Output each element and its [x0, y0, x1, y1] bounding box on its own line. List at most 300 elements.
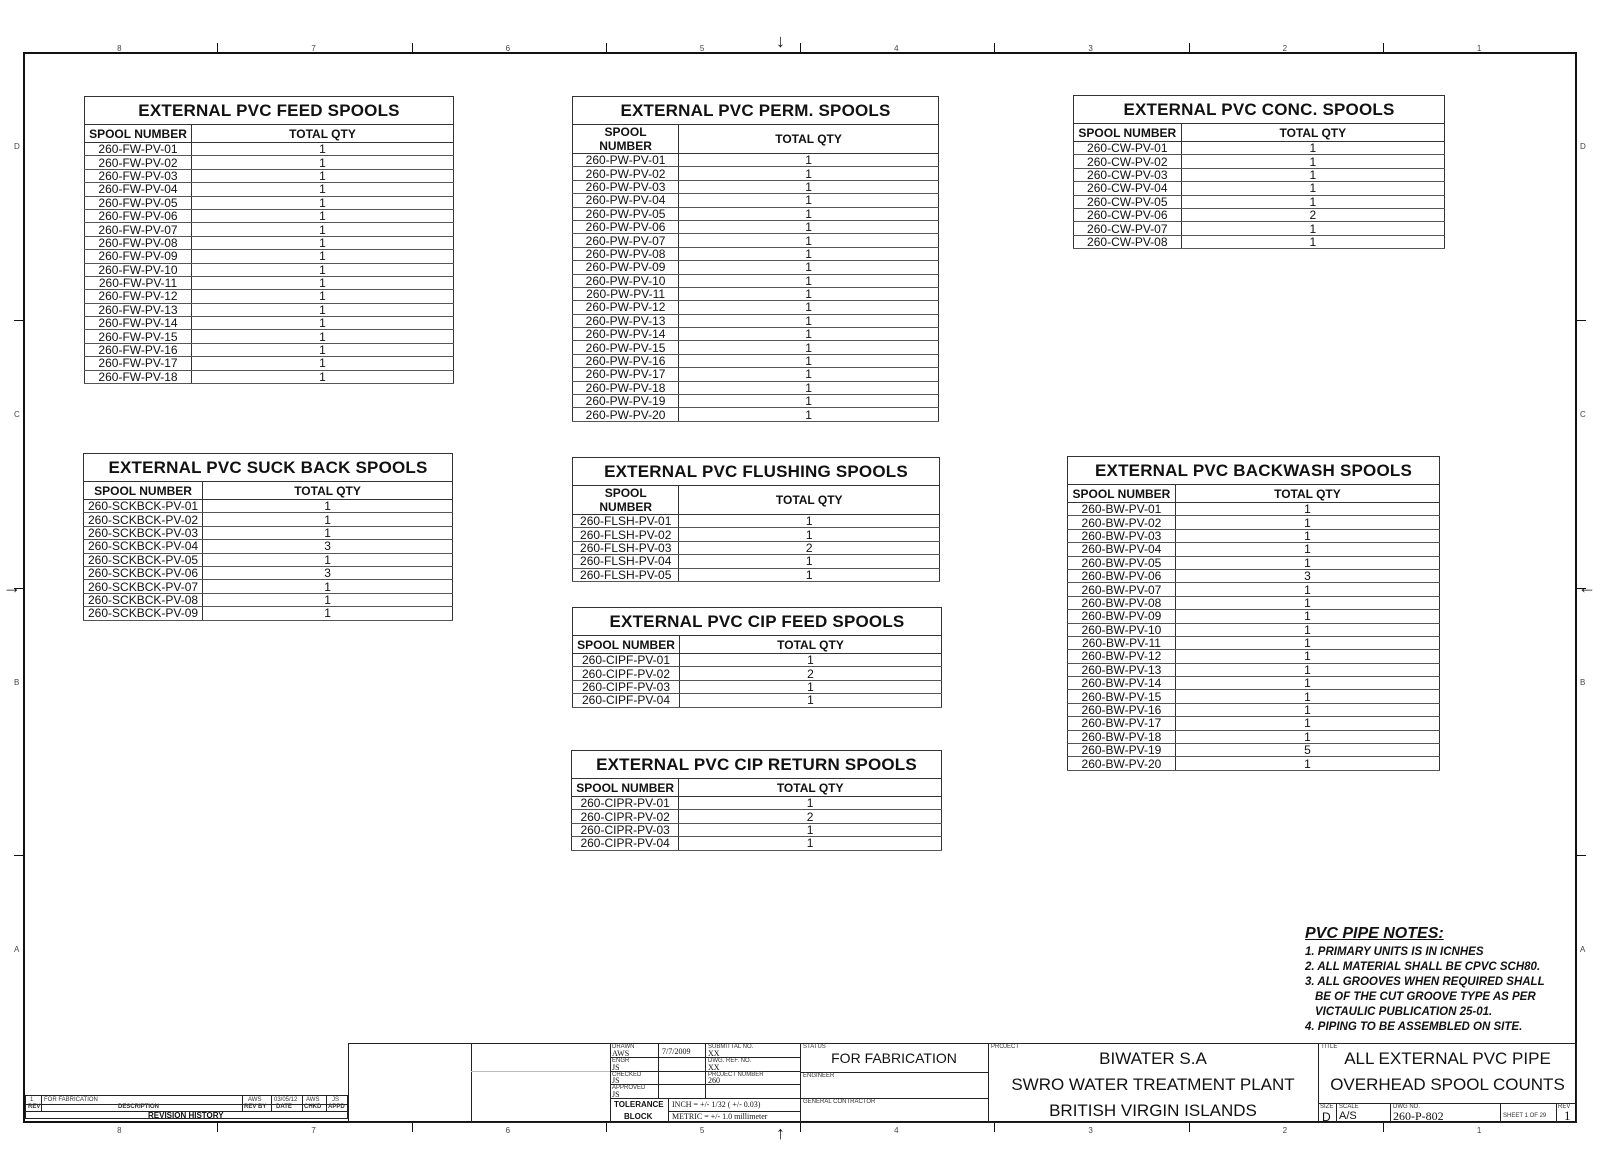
project-number-label: PROJECT NUMBER — [708, 1072, 764, 1078]
desc-header: DESCRIPTION — [118, 1104, 160, 1110]
dwg-no-label: DWG NO. — [1393, 1104, 1420, 1110]
spool-number-header: SPOOL NUMBER — [1068, 485, 1176, 503]
table-row — [573, 694, 942, 707]
table-row — [84, 553, 453, 566]
spool-number-header: SPOOL NUMBER — [573, 486, 679, 515]
spool-number-cell: 260-CIPF-PV-04 — [573, 694, 680, 707]
drawn-date: 7/7/2009 — [662, 1047, 691, 1056]
table-row — [573, 555, 940, 568]
table-row — [1074, 155, 1445, 168]
total-qty-cell: 1 — [192, 156, 454, 169]
zone-tick — [994, 43, 995, 52]
spool-number-cell: 260-SCKBCK-PV-03 — [84, 526, 203, 539]
table-row — [1074, 195, 1445, 208]
flushing-spools-table — [572, 457, 940, 582]
table-row — [1068, 730, 1440, 743]
spool-number-cell: 260-BW-PV-10 — [1068, 623, 1176, 636]
spool-number-cell: 260-CIPR-PV-03 — [572, 823, 679, 836]
spool-number-cell: 260-PW-PV-16 — [573, 354, 679, 367]
center-marker-right-icon: ← — [1578, 577, 1596, 597]
table-title: EXTERNAL PVC CIP RETURN SPOOLS — [572, 751, 942, 779]
tolerance-metric: METRIC = +/- 1.0 millimeter — [672, 1112, 768, 1121]
total-qty-cell: 3 — [203, 566, 453, 579]
total-qty-cell: 1 — [1175, 516, 1439, 529]
table-row — [1068, 744, 1440, 757]
spool-number-cell: 260-CW-PV-05 — [1074, 195, 1182, 208]
table-row — [1074, 222, 1445, 235]
table-row — [573, 287, 939, 300]
rev-chkd: AWS — [306, 1097, 320, 1103]
table-row — [573, 354, 939, 367]
table-row — [1074, 208, 1445, 221]
total-qty-cell: 1 — [1181, 222, 1444, 235]
table-row — [84, 607, 453, 620]
table-row — [1068, 623, 1440, 636]
total-qty-cell: 1 — [1175, 650, 1439, 663]
note-line: 4. PIPING TO BE ASSEMBLED ON SITE. — [1305, 1021, 1523, 1033]
zone-tick — [14, 320, 23, 321]
status-label: STATUS — [803, 1044, 826, 1050]
drawing-title-line-1: ALL EXTERNAL PVC PIPE — [1344, 1049, 1551, 1068]
table-row — [1068, 677, 1440, 690]
table-row — [1068, 610, 1440, 623]
drawing-title-line-2: OVERHEAD SPOOL COUNTS — [1330, 1075, 1565, 1094]
spool-number-cell: 260-PW-PV-18 — [573, 381, 679, 394]
table-row — [84, 566, 453, 579]
spool-number-cell: 260-BW-PV-09 — [1068, 610, 1176, 623]
spool-number-cell: 260-SCKBCK-PV-05 — [84, 553, 203, 566]
spool-number-cell: 260-BW-PV-12 — [1068, 650, 1176, 663]
spool-number-cell: 260-FW-PV-11 — [85, 276, 192, 289]
total-qty-cell: 1 — [679, 314, 939, 327]
total-qty-cell: 1 — [679, 381, 939, 394]
checked-value: JS — [612, 1076, 620, 1085]
total-qty-cell: 1 — [680, 680, 942, 693]
table-title: EXTERNAL PVC CIP FEED SPOOLS — [573, 608, 942, 636]
backwash-spools-table — [1067, 456, 1440, 771]
table-row — [84, 513, 453, 526]
table-row — [573, 328, 939, 341]
table-title: EXTERNAL PVC CONC. SPOOLS — [1074, 96, 1445, 124]
total-qty-cell: 1 — [679, 568, 940, 581]
spool-number-cell: 260-FLSH-PV-04 — [573, 555, 679, 568]
total-qty-cell: 3 — [1175, 569, 1439, 582]
zone-column-label: 5 — [699, 1126, 705, 1135]
tolerance-title: TOLERANCE — [614, 1100, 664, 1109]
total-qty-cell: 1 — [1175, 636, 1439, 649]
table-row — [573, 154, 939, 167]
table-row — [573, 220, 939, 233]
total-qty-header: TOTAL QTY — [203, 482, 453, 500]
table-row — [573, 654, 942, 667]
spool-number-cell: 260-CW-PV-03 — [1074, 168, 1182, 181]
total-qty-cell: 1 — [679, 220, 939, 233]
table-row — [573, 261, 939, 274]
table-row — [572, 810, 942, 823]
total-qty-cell: 1 — [679, 341, 939, 354]
table-row — [1068, 663, 1440, 676]
spool-number-cell: 260-FW-PV-13 — [85, 303, 192, 316]
table-row — [573, 515, 940, 528]
spool-number-cell: 260-PW-PV-20 — [573, 408, 679, 421]
spool-number-cell: 260-PW-PV-11 — [573, 287, 679, 300]
table-row — [85, 143, 454, 156]
total-qty-cell: 1 — [1181, 168, 1444, 181]
total-qty-cell: 2 — [680, 667, 942, 680]
zone-tick — [1577, 320, 1586, 321]
table-row — [85, 330, 454, 343]
table-row — [85, 317, 454, 330]
project-line-1: BIWATER S.A — [1099, 1049, 1207, 1068]
spool-number-header: SPOOL NUMBER — [573, 636, 680, 654]
total-qty-cell: 1 — [203, 580, 453, 593]
total-qty-cell: 1 — [1175, 690, 1439, 703]
spool-number-cell: 260-SCKBCK-PV-04 — [84, 540, 203, 553]
spool-number-cell: 260-FW-PV-09 — [85, 250, 192, 263]
table-row — [84, 500, 453, 513]
table-row — [1068, 757, 1440, 770]
rev-date: 03/05/12 — [274, 1097, 298, 1103]
total-qty-cell: 2 — [679, 541, 940, 554]
total-qty-cell: 1 — [1175, 677, 1439, 690]
zone-column-label: 3 — [1088, 44, 1093, 53]
table-row — [573, 274, 939, 287]
rev-appd: JS — [332, 1097, 340, 1103]
spool-number-cell: 260-FW-PV-07 — [85, 223, 192, 236]
spool-number-cell: 260-CIPF-PV-02 — [573, 667, 680, 680]
total-qty-cell: 1 — [192, 290, 454, 303]
table-row — [85, 169, 454, 182]
project-line-2: SWRO WATER TREATMENT PLANT — [1011, 1075, 1295, 1094]
spool-number-cell: 260-PW-PV-10 — [573, 274, 679, 287]
spool-number-cell: 260-PW-PV-07 — [573, 234, 679, 247]
drawn-by: AWS — [612, 1049, 630, 1058]
note-line: BE OF THE CUT GROOVE TYPE AS PER — [1315, 991, 1536, 1003]
table-row — [573, 234, 939, 247]
zone-row-label: D — [1580, 142, 1586, 151]
total-qty-cell: 1 — [203, 607, 453, 620]
spool-number-header: SPOOL NUMBER — [572, 779, 679, 797]
total-qty-cell: 1 — [192, 357, 454, 370]
spool-number-cell: 260-SCKBCK-PV-06 — [84, 566, 203, 579]
total-qty-cell: 2 — [679, 810, 942, 823]
spool-number-cell: 260-CIPR-PV-01 — [572, 797, 679, 810]
zone-row-label: C — [14, 409, 20, 419]
total-qty-cell: 1 — [679, 515, 940, 528]
total-qty-cell: 1 — [1175, 717, 1439, 730]
zone-tick — [606, 1123, 607, 1132]
spool-number-cell: 260-FW-PV-16 — [85, 343, 192, 356]
table-row — [1068, 717, 1440, 730]
spool-number-cell: 260-PW-PV-05 — [573, 207, 679, 220]
table-row — [573, 194, 939, 207]
spool-number-cell: 260-PW-PV-03 — [573, 180, 679, 193]
total-qty-header: TOTAL QTY — [680, 636, 942, 654]
spool-number-cell: 260-BW-PV-07 — [1068, 583, 1176, 596]
total-qty-cell: 1 — [679, 261, 939, 274]
zone-tick — [217, 43, 218, 52]
spool-number-cell: 260-CW-PV-08 — [1074, 235, 1182, 248]
table-row — [1068, 636, 1440, 649]
total-qty-header: TOTAL QTY — [192, 125, 454, 143]
table-row — [1068, 650, 1440, 663]
zone-column-label: 3 — [1088, 1126, 1093, 1135]
zone-tick — [14, 855, 23, 856]
total-qty-cell: 1 — [1181, 195, 1444, 208]
total-qty-cell: 1 — [1175, 757, 1439, 770]
rev-number: 1 — [30, 1097, 34, 1103]
table-title: EXTERNAL PVC PERM. SPOOLS — [573, 97, 939, 125]
revby-header: REV BY — [244, 1104, 267, 1110]
total-qty-cell: 1 — [192, 183, 454, 196]
table-row — [85, 263, 454, 276]
table-row — [84, 593, 453, 606]
table-row — [84, 580, 453, 593]
total-qty-cell: 1 — [1181, 182, 1444, 195]
total-qty-header: TOTAL QTY — [1181, 124, 1444, 142]
table-row — [1074, 142, 1445, 155]
spool-number-cell: 260-BW-PV-13 — [1068, 663, 1176, 676]
table-row — [1068, 543, 1440, 556]
total-qty-cell: 1 — [1175, 583, 1439, 596]
total-qty-cell: 1 — [1175, 703, 1439, 716]
pvc-pipe-notes — [1305, 925, 1575, 1035]
note-line: 3. ALL GROOVES WHEN REQUIRED SHALL — [1305, 976, 1545, 988]
spool-number-cell: 260-FW-PV-06 — [85, 209, 192, 222]
total-qty-cell: 1 — [1181, 235, 1444, 248]
spool-number-cell: 260-PW-PV-19 — [573, 395, 679, 408]
zone-tick — [1383, 43, 1384, 52]
appd-header: APPD — [328, 1104, 345, 1110]
zone-column-label: 2 — [1282, 44, 1288, 53]
total-qty-cell: 1 — [192, 303, 454, 316]
total-qty-cell: 1 — [679, 301, 939, 314]
spool-number-cell: 260-SCKBCK-PV-01 — [84, 500, 203, 513]
total-qty-cell: 1 — [192, 196, 454, 209]
table-title: EXTERNAL PVC FEED SPOOLS — [85, 97, 454, 125]
total-qty-cell: 1 — [1175, 663, 1439, 676]
table-row — [1068, 569, 1440, 582]
spool-number-cell: 260-CIPF-PV-01 — [573, 654, 680, 667]
total-qty-cell: 1 — [679, 274, 939, 287]
spool-number-cell: 260-FW-PV-17 — [85, 357, 192, 370]
zone-column-label: 1 — [1476, 44, 1482, 53]
spool-number-cell: 260-CW-PV-02 — [1074, 155, 1182, 168]
title-label: TITLE — [1321, 1044, 1338, 1050]
total-qty-cell: 5 — [1175, 744, 1439, 757]
total-qty-cell: 1 — [192, 236, 454, 249]
total-qty-cell: 1 — [1175, 623, 1439, 636]
table-row — [1068, 529, 1440, 542]
note-line: 2. ALL MATERIAL SHALL BE CPVC SCH80. — [1305, 961, 1541, 973]
zone-row-label: A — [14, 945, 20, 955]
total-qty-cell: 1 — [679, 555, 940, 568]
suckback-spools-table — [83, 453, 453, 621]
table-row — [1068, 596, 1440, 609]
note-line: 1. PRIMARY UNITS IS IN ICNHES — [1305, 946, 1484, 958]
table-row — [573, 341, 939, 354]
total-qty-cell: 1 — [192, 263, 454, 276]
table-row — [85, 357, 454, 370]
rev-by: AWS — [248, 1097, 262, 1103]
tolerance-inch: INCH = +/- 1/32 ( +/- 0.03) — [672, 1100, 761, 1109]
tolerance-block: BLOCK — [624, 1112, 653, 1121]
zone-column-label: 7 — [311, 44, 316, 53]
spool-number-cell: 260-PW-PV-09 — [573, 261, 679, 274]
spool-number-cell: 260-FW-PV-18 — [85, 370, 192, 383]
spool-number-cell: 260-PW-PV-01 — [573, 154, 679, 167]
feed-spools-table — [84, 96, 454, 384]
table-row — [1068, 690, 1440, 703]
table-row — [85, 156, 454, 169]
table-row — [573, 680, 942, 693]
engr-value: JS — [612, 1063, 620, 1072]
notes-title: PVC PIPE NOTES: — [1305, 925, 1444, 942]
total-qty-cell: 1 — [679, 395, 939, 408]
total-qty-cell: 1 — [679, 837, 942, 850]
table-row — [84, 526, 453, 539]
table-row — [572, 823, 942, 836]
table-row — [573, 541, 940, 554]
spool-number-header: SPOOL NUMBER — [84, 482, 203, 500]
total-qty-cell: 1 — [192, 370, 454, 383]
table-row — [1068, 583, 1440, 596]
zone-column-label: 7 — [311, 1126, 316, 1135]
center-marker-top-icon: ↓ — [776, 31, 785, 51]
rev-value: 1 — [1564, 1108, 1571, 1123]
scale-label: SCALE — [1339, 1104, 1359, 1110]
zone-column-label: 8 — [117, 44, 122, 53]
spool-number-cell: 260-PW-PV-17 — [573, 368, 679, 381]
zone-row-label: B — [14, 677, 20, 687]
table-row — [1068, 503, 1440, 516]
dwg-no-value: 260-P-802 — [1393, 1109, 1444, 1123]
spool-number-cell: 260-FW-PV-01 — [85, 143, 192, 156]
spool-number-cell: 260-PW-PV-15 — [573, 341, 679, 354]
zone-column-label: 2 — [1282, 1126, 1288, 1135]
spool-number-cell: 260-SCKBCK-PV-09 — [84, 607, 203, 620]
zone-column-label: 8 — [117, 1126, 122, 1135]
spool-number-cell: 260-FLSH-PV-03 — [573, 541, 679, 554]
spool-number-cell: 260-FW-PV-05 — [85, 196, 192, 209]
table-row — [85, 303, 454, 316]
date-header: DATE — [276, 1104, 292, 1110]
size-value: D — [1322, 1110, 1331, 1124]
table-row — [573, 247, 939, 260]
table-row — [573, 395, 939, 408]
spool-number-cell: 260-FW-PV-15 — [85, 330, 192, 343]
total-qty-header: TOTAL QTY — [679, 779, 942, 797]
zone-column-label: 1 — [1476, 1126, 1482, 1135]
total-qty-cell: 1 — [1175, 596, 1439, 609]
spool-number-cell: 260-FW-PV-10 — [85, 263, 192, 276]
spool-number-cell: 260-BW-PV-04 — [1068, 543, 1176, 556]
total-qty-cell: 1 — [203, 500, 453, 513]
revision-history-caption: REVISION HISTORY — [148, 1111, 224, 1120]
checked-label: CHECKED — [612, 1072, 642, 1078]
spool-number-cell: 260-FW-PV-08 — [85, 236, 192, 249]
total-qty-cell: 1 — [679, 528, 940, 541]
zone-column-label: 6 — [505, 1126, 511, 1135]
table-row — [85, 209, 454, 222]
total-qty-cell: 1 — [679, 823, 942, 836]
center-marker-bottom-icon: ↑ — [776, 1123, 785, 1143]
total-qty-cell: 1 — [679, 180, 939, 193]
total-qty-cell: 1 — [679, 167, 939, 180]
approved-label: APPROVED — [612, 1085, 646, 1091]
spool-number-cell: 260-CW-PV-07 — [1074, 222, 1182, 235]
spool-number-cell: 260-CIPR-PV-02 — [572, 810, 679, 823]
spool-number-cell: 260-BW-PV-20 — [1068, 757, 1176, 770]
rev-label: REV — [1558, 1104, 1571, 1110]
table-row — [1074, 182, 1445, 195]
spool-number-cell: 260-SCKBCK-PV-02 — [84, 513, 203, 526]
spool-number-cell: 260-FLSH-PV-02 — [573, 528, 679, 541]
spool-number-cell: 260-FW-PV-14 — [85, 317, 192, 330]
center-marker-left-icon: → — [3, 577, 21, 597]
zone-row-label: A — [1580, 945, 1586, 955]
table-row — [85, 290, 454, 303]
table-row — [84, 540, 453, 553]
dwg-ref-value: XX — [708, 1063, 720, 1072]
total-qty-cell: 1 — [1175, 556, 1439, 569]
zone-tick — [1189, 43, 1190, 52]
zone-tick — [800, 43, 801, 52]
zone-tick — [1189, 1123, 1190, 1132]
approved-value: JS — [612, 1090, 620, 1099]
table-row — [1068, 703, 1440, 716]
table-row — [572, 797, 942, 810]
spool-number-header: SPOOL NUMBER — [1074, 124, 1182, 142]
perm-spools-table — [572, 96, 939, 422]
contractor-label: GENERAL CONTRACTOR — [803, 1099, 876, 1105]
table-row — [1068, 516, 1440, 529]
sheet-number: SHEET 1 OF 29 — [1503, 1113, 1547, 1119]
total-qty-cell: 1 — [679, 247, 939, 260]
spool-number-cell: 260-BW-PV-08 — [1068, 596, 1176, 609]
chkd-header: CHKD — [304, 1104, 322, 1110]
total-qty-cell: 1 — [192, 317, 454, 330]
zone-row-label: C — [1580, 409, 1586, 419]
spool-number-cell: 260-FW-PV-02 — [85, 156, 192, 169]
table-row — [573, 301, 939, 314]
drawn-label: DRAWN — [612, 1044, 635, 1050]
spool-number-cell: 260-PW-PV-14 — [573, 328, 679, 341]
submittal-label: SUBMITTAL NO. — [708, 1044, 754, 1050]
total-qty-cell: 1 — [192, 276, 454, 289]
zone-tick — [1577, 855, 1586, 856]
total-qty-header: TOTAL QTY — [679, 486, 940, 515]
spool-number-cell: 260-CW-PV-06 — [1074, 208, 1182, 221]
total-qty-cell: 1 — [1175, 610, 1439, 623]
total-qty-cell: 1 — [679, 354, 939, 367]
table-row — [85, 370, 454, 383]
total-qty-cell: 1 — [203, 513, 453, 526]
spool-number-header: SPOOL NUMBER — [573, 125, 679, 154]
table-row — [573, 408, 939, 421]
table-row — [573, 528, 940, 541]
spool-number-cell: 260-BW-PV-15 — [1068, 690, 1176, 703]
table-row — [85, 183, 454, 196]
spool-number-cell: 260-PW-PV-12 — [573, 301, 679, 314]
total-qty-cell: 1 — [1181, 142, 1444, 155]
zone-tick — [994, 1123, 995, 1132]
spool-number-cell: 260-BW-PV-06 — [1068, 569, 1176, 582]
scale-value: A/S — [1339, 1110, 1357, 1122]
table-row — [573, 368, 939, 381]
spool-number-cell: 260-PW-PV-06 — [573, 220, 679, 233]
total-qty-cell: 1 — [679, 368, 939, 381]
